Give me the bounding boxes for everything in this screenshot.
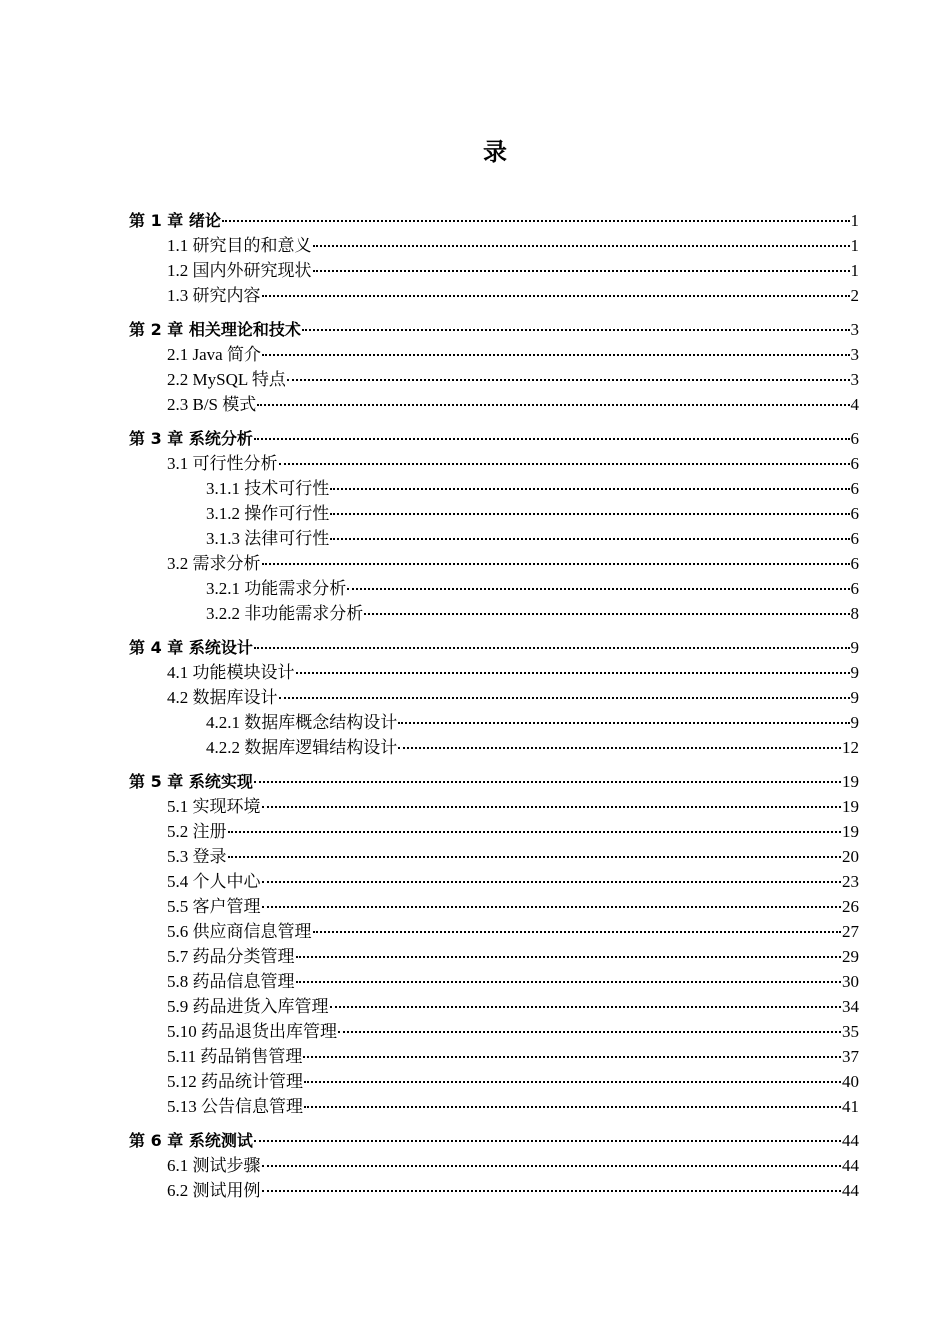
- dot-leader: [304, 1105, 841, 1108]
- toc-chapter-group: [129, 426, 859, 626]
- dot-leader: [279, 696, 850, 699]
- toc-entry-label: 2.3 B/S 模式: [167, 395, 257, 414]
- dot-leader: [262, 1164, 842, 1167]
- toc-section-entry[interactable]: [129, 794, 859, 819]
- toc-page-number: 3: [850, 320, 859, 339]
- toc-chapter-group: [129, 208, 859, 308]
- toc-section-entry[interactable]: [129, 367, 859, 392]
- toc-entry-label: 4.2.2 数据库逻辑结构设计: [206, 738, 398, 757]
- toc-page-number: 6: [850, 529, 859, 548]
- dot-leader: [313, 269, 850, 272]
- toc-section-entry[interactable]: [129, 1044, 859, 1069]
- toc-subsection-entry[interactable]: [129, 476, 859, 501]
- toc-section-entry[interactable]: [129, 819, 859, 844]
- toc-page-number: 35: [842, 1022, 859, 1041]
- dot-leader: [330, 1005, 842, 1008]
- toc-entry-label: 3.1.1 技术可行性: [206, 479, 330, 498]
- toc-section-entry[interactable]: [129, 869, 859, 894]
- toc-entry-label: 4.2 数据库设计: [167, 688, 278, 707]
- dot-leader: [262, 353, 850, 356]
- toc-page-number: 1: [850, 211, 859, 230]
- toc-entry-label: 第 4 章 系统设计: [129, 638, 253, 657]
- dot-leader: [262, 562, 850, 565]
- toc-section-entry[interactable]: [129, 994, 859, 1019]
- dot-leader: [330, 487, 849, 490]
- dot-leader: [262, 294, 850, 297]
- toc-chapter-entry[interactable]: [129, 426, 859, 451]
- toc-page-number: 6: [850, 579, 859, 598]
- toc-section-entry[interactable]: [129, 919, 859, 944]
- dot-leader: [313, 930, 842, 933]
- toc-page-number: 4: [850, 395, 859, 414]
- dot-leader: [254, 646, 850, 649]
- dot-leader: [296, 671, 850, 674]
- toc-page-number: 44: [842, 1181, 859, 1200]
- toc-entry-label: 5.12 药品统计管理: [167, 1072, 303, 1091]
- toc-page-number: 1: [850, 261, 859, 280]
- toc-page-number: 3: [850, 370, 859, 389]
- toc-chapter-entry[interactable]: [129, 1128, 859, 1153]
- toc-page-number: 34: [842, 997, 859, 1016]
- toc-section-entry[interactable]: [129, 944, 859, 969]
- toc-section-entry[interactable]: [129, 551, 859, 576]
- toc-section-entry[interactable]: [129, 1094, 859, 1119]
- toc-entry-label: 4.1 功能模块设计: [167, 663, 295, 682]
- toc-entry-label: 2.1 Java 简介: [167, 345, 261, 364]
- dot-leader: [262, 1189, 842, 1192]
- toc-page-number: 26: [842, 897, 859, 916]
- toc-section-entry[interactable]: [129, 392, 859, 417]
- toc-entry-label: 6.1 测试步骤: [167, 1156, 261, 1175]
- dot-leader: [313, 244, 850, 247]
- toc-chapter-group: [129, 635, 859, 760]
- table-of-contents: [129, 208, 859, 1212]
- dot-leader: [330, 537, 849, 540]
- toc-chapter-group: [129, 1128, 859, 1203]
- dot-leader: [254, 437, 850, 440]
- toc-section-entry[interactable]: [129, 342, 859, 367]
- toc-entry-label: 3.1.3 法律可行性: [206, 529, 330, 548]
- toc-section-entry[interactable]: [129, 1153, 859, 1178]
- toc-section-entry[interactable]: [129, 451, 859, 476]
- dot-leader: [262, 805, 842, 808]
- toc-subsection-entry[interactable]: [129, 501, 859, 526]
- toc-chapter-entry[interactable]: [129, 635, 859, 660]
- toc-page-number: 9: [850, 638, 859, 657]
- toc-entry-label: 3.1 可行性分析: [167, 454, 278, 473]
- toc-section-entry[interactable]: [129, 969, 859, 994]
- toc-page-number: 27: [842, 922, 859, 941]
- toc-entry-label: 1.2 国内外研究现状: [167, 261, 312, 280]
- toc-page-number: 1: [850, 236, 859, 255]
- toc-entry-label: 5.1 实现环境: [167, 797, 261, 816]
- toc-entry-label: 5.6 供应商信息管理: [167, 922, 312, 941]
- toc-subsection-entry[interactable]: [129, 526, 859, 551]
- toc-page-number: 20: [842, 847, 859, 866]
- toc-page-number: 6: [850, 454, 859, 473]
- dot-leader: [222, 219, 850, 222]
- toc-section-entry[interactable]: [129, 233, 859, 258]
- toc-page-number: 12: [842, 738, 859, 757]
- toc-chapter-group: [129, 769, 859, 1119]
- toc-entry-label: 第 1 章 绪论: [129, 211, 221, 230]
- toc-entry-label: 3.2.2 非功能需求分析: [206, 604, 364, 623]
- dot-leader: [262, 905, 842, 908]
- toc-entry-label: 5.7 药品分类管理: [167, 947, 295, 966]
- toc-entry-label: 1.1 研究目的和意义: [167, 236, 312, 255]
- toc-section-entry[interactable]: [129, 1019, 859, 1044]
- toc-page-number: 6: [850, 554, 859, 573]
- toc-section-entry[interactable]: [129, 1178, 859, 1203]
- toc-chapter-entry[interactable]: [129, 208, 859, 233]
- toc-page-number: 37: [842, 1047, 859, 1066]
- dot-leader: [398, 721, 849, 724]
- toc-section-entry[interactable]: [129, 685, 859, 710]
- toc-page-number: 19: [842, 822, 859, 841]
- toc-page-number: 9: [850, 663, 859, 682]
- toc-page-number: 23: [842, 872, 859, 891]
- toc-entry-label: 4.2.1 数据库概念结构设计: [206, 713, 398, 732]
- toc-page-number: 3: [850, 345, 859, 364]
- dot-leader: [254, 780, 841, 783]
- dot-leader: [287, 378, 850, 381]
- toc-subsection-entry[interactable]: [129, 735, 859, 760]
- toc-entry-label: 3.2 需求分析: [167, 554, 261, 573]
- dot-leader: [364, 612, 849, 615]
- toc-entry-label: 3.1.2 操作可行性: [206, 504, 330, 523]
- dot-leader: [302, 328, 850, 331]
- toc-section-entry[interactable]: [129, 894, 859, 919]
- toc-page-number: 8: [850, 604, 859, 623]
- toc-entry-label: 5.8 药品信息管理: [167, 972, 295, 991]
- dot-leader: [296, 955, 842, 958]
- toc-page-number: 44: [842, 1131, 859, 1150]
- dot-leader: [228, 855, 842, 858]
- toc-entry-label: 5.3 登录: [167, 847, 227, 866]
- toc-entry-label: 5.5 客户管理: [167, 897, 261, 916]
- dot-leader: [279, 462, 850, 465]
- toc-entry-label: 1.3 研究内容: [167, 286, 261, 305]
- toc-entry-label: 第 5 章 系统实现: [129, 772, 253, 791]
- toc-chapter-entry[interactable]: [129, 317, 859, 342]
- toc-page-number: 9: [850, 688, 859, 707]
- toc-section-entry[interactable]: [129, 844, 859, 869]
- toc-section-entry[interactable]: [129, 660, 859, 685]
- dot-leader: [398, 746, 841, 749]
- dot-leader: [303, 1055, 841, 1058]
- dot-leader: [304, 1080, 841, 1083]
- dot-leader: [257, 403, 849, 406]
- toc-entry-label: 5.4 个人中心: [167, 872, 261, 891]
- toc-chapter-entry[interactable]: [129, 769, 859, 794]
- toc-page-number: 6: [850, 504, 859, 523]
- toc-entry-label: 第 6 章 系统测试: [129, 1131, 253, 1150]
- toc-page-number: 6: [850, 429, 859, 448]
- dot-leader: [330, 512, 849, 515]
- toc-entry-label: 第 2 章 相关理论和技术: [129, 320, 301, 339]
- toc-page-number: 19: [842, 772, 859, 791]
- toc-entry-label: 3.2.1 功能需求分析: [206, 579, 347, 598]
- toc-page-number: 40: [842, 1072, 859, 1091]
- toc-entry-label: 5.2 注册: [167, 822, 227, 841]
- toc-entry-label: 2.2 MySQL 特点: [167, 370, 286, 389]
- toc-entry-label: 5.13 公告信息管理: [167, 1097, 303, 1116]
- toc-page-number: 19: [842, 797, 859, 816]
- dot-leader: [338, 1030, 841, 1033]
- toc-subsection-entry[interactable]: [129, 576, 859, 601]
- dot-leader: [296, 980, 842, 983]
- toc-entry-label: 6.2 测试用例: [167, 1181, 261, 1200]
- toc-page-number: 2: [850, 286, 859, 305]
- toc-entry-label: 5.10 药品退货出库管理: [167, 1022, 337, 1041]
- dot-leader: [228, 830, 842, 833]
- toc-subsection-entry[interactable]: [129, 601, 859, 626]
- toc-entry-label: 5.9 药品进货入库管理: [167, 997, 329, 1016]
- toc-page-number: 44: [842, 1156, 859, 1175]
- toc-page-number: 9: [850, 713, 859, 732]
- toc-entry-label: 5.11 药品销售管理: [167, 1047, 303, 1066]
- dot-leader: [347, 587, 849, 590]
- dot-leader: [262, 880, 842, 883]
- toc-page-number: 41: [842, 1097, 859, 1116]
- toc-page-number: 6: [850, 479, 859, 498]
- toc-title: 录: [483, 138, 507, 166]
- toc-page-number: 29: [842, 947, 859, 966]
- toc-section-entry[interactable]: [129, 1069, 859, 1094]
- dot-leader: [254, 1139, 841, 1142]
- toc-section-entry[interactable]: [129, 258, 859, 283]
- toc-section-entry[interactable]: [129, 283, 859, 308]
- toc-entry-label: 第 3 章 系统分析: [129, 429, 253, 448]
- toc-page-number: 30: [842, 972, 859, 991]
- toc-subsection-entry[interactable]: [129, 710, 859, 735]
- toc-chapter-group: [129, 317, 859, 417]
